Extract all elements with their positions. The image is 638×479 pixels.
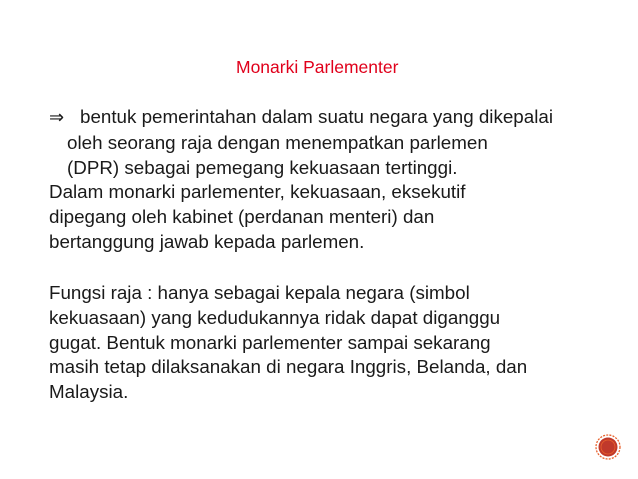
paragraph-line: Fungsi raja : hanya sebagai kepala negara (simbol	[49, 282, 470, 303]
paragraph-line: masih tetap dilaksanakan di negara Inggris, Belanda, dan	[49, 356, 528, 378]
circle-badge-icon	[595, 434, 621, 460]
paragraph-line: kekuasaan) yang kedudukannya ridak dapat diganggu	[49, 306, 501, 328]
bullet-line: (DPR) sebagai pemegang kekuasaan tertinggi.	[67, 156, 458, 178]
paragraph-executive	[49, 180, 466, 254]
paragraph-king-function	[49, 281, 527, 405]
bullet-line: bentuk pemerintahan dalam suatu negara yang dikepalai	[80, 106, 553, 127]
paragraph-line: gugat. Bentuk monarki parlementer sampai sekarang	[49, 331, 491, 353]
double-arrow-icon: ⇒	[49, 107, 65, 128]
paragraph-line: bertanggung jawab kepada parlemen.	[49, 230, 365, 252]
bullet-line: oleh seorang raja dengan menempatkan parlemen	[67, 131, 488, 153]
bullet-definition	[49, 105, 553, 180]
paragraph-line: Malaysia.	[49, 381, 129, 403]
slide-title: Monarki Parlementer	[236, 57, 399, 77]
paragraph-line: Dalam monarki parlementer, kekuasaan, eksekutif	[49, 181, 466, 202]
paragraph-line: dipegang oleh kabinet (perdanan menteri) dan	[49, 205, 435, 227]
